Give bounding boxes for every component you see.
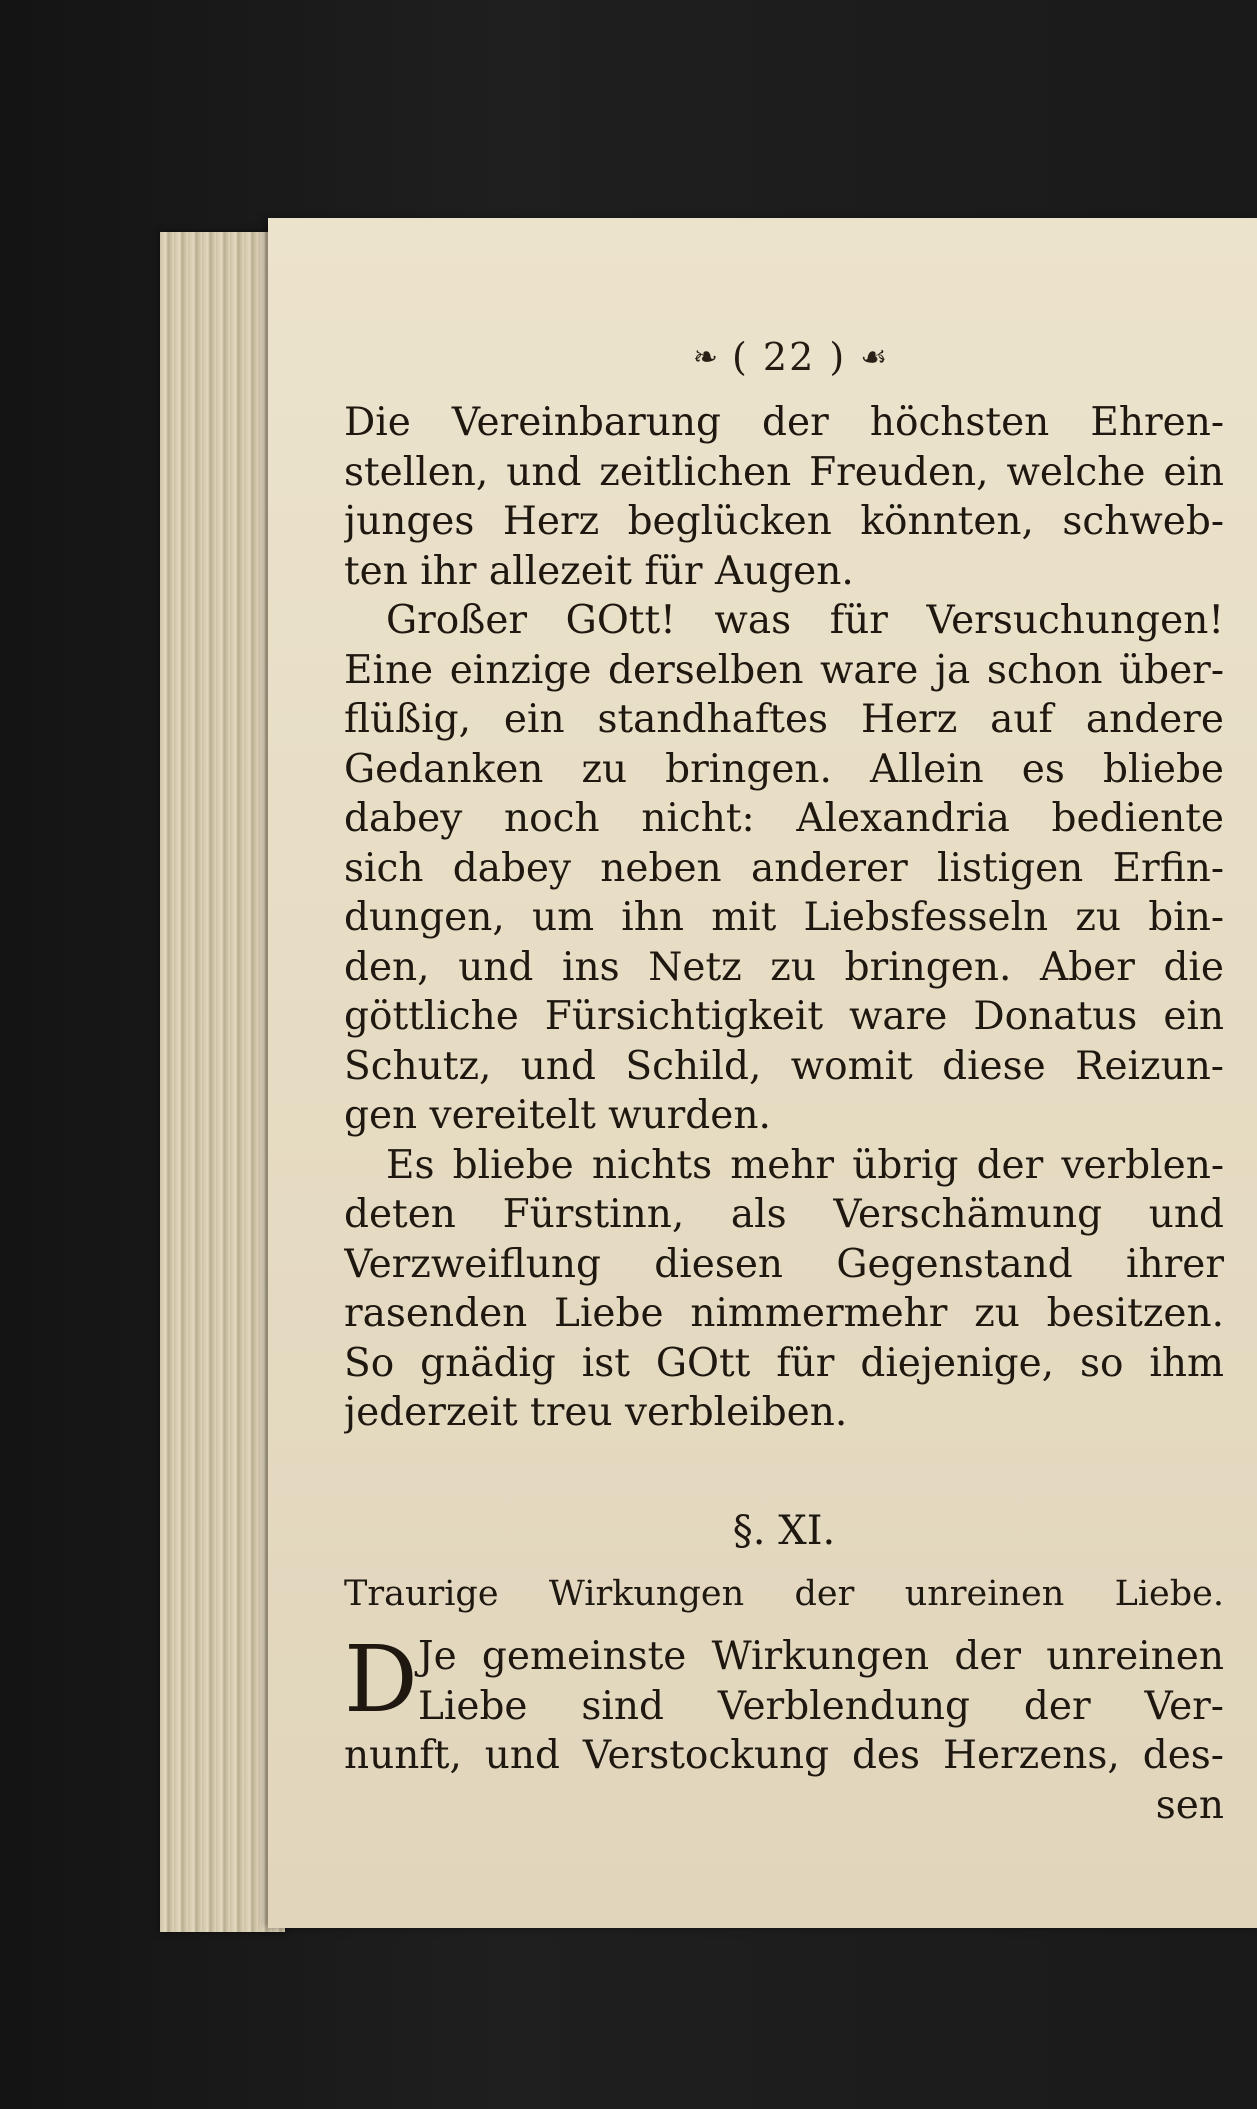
text-line: Großer GOtt! was für Versuchungen! xyxy=(386,598,1224,643)
section-number: §. XI. xyxy=(732,1508,836,1554)
text-line: den, und ins Netz zu bringen. Aber die xyxy=(344,944,1224,990)
text-line: dabey noch nicht: Alexandria bediente xyxy=(344,796,1224,841)
page-header xyxy=(610,332,970,382)
text-line: ten ihr allezeit für Augen. xyxy=(344,548,854,594)
text-line: Je gemeinste Wirkungen der unreinen xyxy=(418,1634,1224,1679)
section-text xyxy=(344,1626,1224,1830)
text-line: flüßig, ein standhaftes Herz auf andere xyxy=(344,697,1224,742)
text-line: Schutz, und Schild, womit diese Reizun- xyxy=(344,1043,1224,1089)
text-line: Eine einzige derselben ware ja schon über- xyxy=(344,647,1224,693)
text-line: göttliche Fürsichtigkeit ware Donatus ein xyxy=(344,994,1224,1039)
drop-cap: D xyxy=(344,1626,418,1733)
text-line: stellen, und zeitlichen Freuden, welche ein xyxy=(344,449,1224,495)
text-line: jederzeit treu verbleiben. xyxy=(344,1390,848,1435)
text-line: junges Herz beglücken könnten, schweb- xyxy=(344,499,1224,544)
text-line: deten Fürstinn, als Verschämung und xyxy=(344,1192,1224,1237)
text-line: sich dabey neben anderer listigen Erfin- xyxy=(344,845,1224,891)
text-line: dungen, um ihn mit Liebsfesseln zu bin- xyxy=(344,895,1224,940)
text-line: Liebe sind Verblendung der Ver- xyxy=(418,1683,1224,1729)
orn-left-icon: ❧ xyxy=(692,339,719,375)
section-title: Traurige Wirkungen der unreinen Liebe. xyxy=(344,1574,1224,1614)
text-line: Verzweiflung diesen Gegenstand ihrer xyxy=(344,1241,1224,1287)
text-line: Gedanken zu bringen. Allein es bliebe xyxy=(344,746,1224,792)
orn-right-icon: ☙ xyxy=(860,339,888,375)
page-number: ( 22 ) xyxy=(732,335,847,379)
text-line: rasenden Liebe nimmermehr zu besitzen. xyxy=(344,1291,1224,1336)
text-line: sen xyxy=(1155,1782,1224,1828)
text-line: Es bliebe nichts mehr übrig der verblen- xyxy=(386,1142,1224,1188)
body-text xyxy=(344,398,1224,1438)
text-line: So gnädig ist GOtt für diejenige, so ihm xyxy=(344,1340,1224,1386)
text-line: nunft, und Verstockung des Herzens, des- xyxy=(344,1733,1224,1778)
text-line: gen vereitelt wurden. xyxy=(344,1093,771,1138)
text-line: Die Vereinbarung der höchsten Ehren- xyxy=(344,400,1224,445)
page-edges xyxy=(160,232,285,1932)
